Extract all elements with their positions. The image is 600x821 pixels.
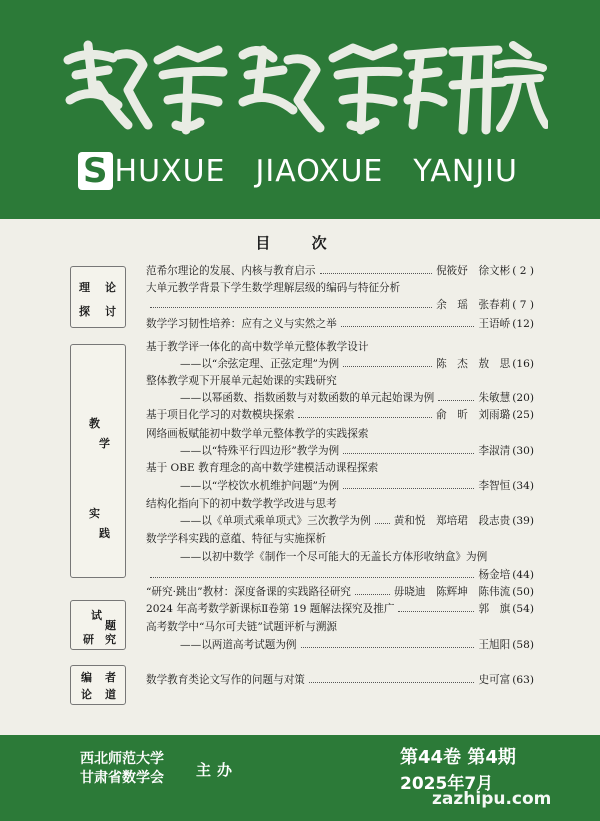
publisher-nwnu: 西北师范大学 xyxy=(80,751,164,767)
category-char: 论 xyxy=(81,688,92,701)
toc-entry[interactable] xyxy=(180,550,534,564)
category-char: 究 xyxy=(105,633,116,646)
toc-entry[interactable] xyxy=(180,357,534,371)
toc-entry[interactable] xyxy=(146,585,534,599)
category-char: 研 xyxy=(83,633,94,646)
entry-title: 基于 OBE 教育理念的高中数学建模活动课程探索 xyxy=(146,462,379,474)
entry-page: (30) xyxy=(512,445,534,457)
publishers xyxy=(80,750,164,788)
volume-issue: 第44卷 第4期 xyxy=(400,747,516,768)
pinyin-shuxue: HUXUE xyxy=(114,153,226,189)
entry-subtitle: ——以“余弦定理、正弦定理”为例 xyxy=(180,358,340,370)
category-char: 探 xyxy=(79,305,90,318)
leader-dots xyxy=(150,568,474,578)
entry-subtitle: ——以两道高考试题为例 xyxy=(180,639,297,651)
host-label: 主办 xyxy=(196,761,239,779)
entry-subtitle: ——以《单项式乘单项式》三次教学为例 xyxy=(180,515,371,527)
entry-page: (54) xyxy=(512,603,534,615)
entry-author: 李智恒 xyxy=(478,480,511,492)
category-char: 题 xyxy=(105,619,116,632)
leader-dots xyxy=(341,317,475,327)
entry-author: 王语峤 xyxy=(478,318,511,330)
entry-subtitle: ——以初中数学《制作一个尽可能大的无盖长方体形收纳盒》为例 xyxy=(180,551,488,563)
watermark: zazhipu.com xyxy=(432,789,552,809)
journal-title-calligraphy xyxy=(58,30,548,140)
leader-dots xyxy=(309,673,475,683)
entry-title: 整体教学观下开展单元起始课的实践研究 xyxy=(146,375,337,387)
entry-subtitle: ——以“学校饮水机维护问题”为例 xyxy=(180,480,340,492)
entry-author: 朱敏慧 xyxy=(478,392,511,404)
toc-entry[interactable] xyxy=(146,264,534,278)
category-char: 践 xyxy=(99,527,110,540)
entry-title: 基于教学评一体化的高中数学单元整体教学设计 xyxy=(146,341,369,353)
entry-author: 史可富 xyxy=(478,674,511,686)
category-char: 教 xyxy=(89,417,100,430)
toc-entry[interactable] xyxy=(180,514,534,528)
entry-author: 郭 旗 xyxy=(478,603,511,615)
entry-title: 网络画板赋能初中数学单元整体教学的实践探索 xyxy=(146,428,369,440)
entry-page: (44) xyxy=(512,569,534,581)
entry-title: 数学学习韧性培养：应有之义与实然之举 xyxy=(146,318,337,330)
entry-title: 数学教育类论文写作的问题与对策 xyxy=(146,674,305,686)
entry-author: 黄和悦 郑培珺 段志贵 xyxy=(393,515,511,527)
toc-entry[interactable] xyxy=(146,408,534,422)
publisher-gansu-math-society: 甘肃省数学会 xyxy=(80,770,164,786)
toc-entry[interactable] xyxy=(146,461,534,475)
entry-author: 毋晓迪 陈辉坤 陈伟流 xyxy=(393,586,511,598)
leader-dots xyxy=(355,585,390,595)
category-char: 试 xyxy=(91,609,102,622)
category-char: 讨 xyxy=(105,305,116,318)
toc-entry[interactable] xyxy=(146,620,534,634)
entry-page: (50) xyxy=(512,586,534,598)
entry-page: (58) xyxy=(512,639,534,651)
toc-entry[interactable] xyxy=(146,374,534,388)
entry-author: 余 瑶 张春莉 xyxy=(436,299,511,311)
toc-entry[interactable] xyxy=(146,281,534,295)
category-exam-research xyxy=(70,600,126,650)
category-char: 编 xyxy=(81,671,92,684)
toc-entry[interactable] xyxy=(146,532,534,546)
entry-page: (20) xyxy=(512,392,534,404)
category-char: 学 xyxy=(99,437,110,450)
leader-dots xyxy=(343,444,474,454)
toc-entry[interactable] xyxy=(180,638,534,652)
entry-title: 大单元教学背景下学生数学理解层级的编码与特征分析 xyxy=(146,282,401,294)
entry-page: ( 2 ) xyxy=(512,265,534,277)
toc-entry[interactable] xyxy=(180,444,534,458)
entry-author: 陈 杰 敖 思 xyxy=(436,358,511,370)
entry-author: 李淑清 xyxy=(478,445,511,457)
entry-author: 杨金培 xyxy=(478,569,511,581)
category-char: 理 xyxy=(79,281,90,294)
toc-entry[interactable] xyxy=(146,673,534,687)
category-theory xyxy=(70,266,126,328)
entry-author: 俞 昕 刘雨璐 xyxy=(436,409,511,421)
leader-dots xyxy=(398,602,474,612)
toc-entry[interactable] xyxy=(180,391,534,405)
entry-title: 数学学科实践的意蕴、特征与实施探析 xyxy=(146,533,327,545)
issue-date: 2025年7月 xyxy=(400,774,494,794)
calligraphy-logo-icon xyxy=(58,30,548,140)
leader-dots xyxy=(438,391,474,401)
leader-dots xyxy=(298,408,432,418)
leader-dots xyxy=(150,298,432,308)
entry-title: 结构化指向下的初中数学教学改进与思考 xyxy=(146,498,337,510)
category-editor xyxy=(70,665,126,705)
category-practice xyxy=(70,344,126,578)
leader-dots xyxy=(301,638,475,648)
entry-page: (12) xyxy=(512,318,534,330)
entry-subtitle: ——以“特殊平行四边形”教学为例 xyxy=(180,445,340,457)
toc-entry[interactable] xyxy=(180,479,534,493)
category-char: 道 xyxy=(105,688,116,701)
leader-dots xyxy=(343,357,432,367)
toc-entry[interactable] xyxy=(146,317,534,331)
journal-pinyin-title xyxy=(78,150,548,192)
toc-entry[interactable] xyxy=(146,427,534,441)
toc-entry[interactable] xyxy=(146,497,534,511)
entry-author: 王旭阳 xyxy=(478,639,511,651)
entry-subtitle: ——以幂函数、指数函数与对数函数的单元起始课为例 xyxy=(180,392,435,404)
pinyin-yanjiu: YANJIU xyxy=(413,153,518,189)
toc-entry[interactable] xyxy=(146,298,534,312)
leader-dots xyxy=(375,514,390,524)
entry-title: “研究·跳出”教材：深度备课的实践路径研究 xyxy=(146,586,351,598)
entry-author: 倪筱妤 徐文彬 xyxy=(436,265,511,277)
toc-entry[interactable] xyxy=(146,340,534,354)
toc-title: 目 次 xyxy=(255,234,345,252)
leader-dots xyxy=(320,264,433,274)
entry-page: (63) xyxy=(512,674,534,686)
entry-page: (34) xyxy=(512,480,534,492)
category-char: 实 xyxy=(89,507,100,520)
category-char: 论 xyxy=(105,281,116,294)
entry-title: 高考数学中“马尔可夫链”试题评析与溯源 xyxy=(146,621,337,633)
entry-title: 范希尔理论的发展、内核与教育启示 xyxy=(146,265,316,277)
entry-title: 2024 年高考数学新课标Ⅱ卷第 19 题解法探究及推广 xyxy=(146,603,395,615)
entry-page: (25) xyxy=(512,409,534,421)
pinyin-jiaoxue: JIAOXUE xyxy=(255,153,384,189)
category-char: 者 xyxy=(105,671,116,684)
leader-dots xyxy=(343,479,474,489)
entry-page: (16) xyxy=(512,358,534,370)
entry-page: (39) xyxy=(512,515,534,527)
toc-entry[interactable] xyxy=(146,602,534,616)
toc-entry[interactable] xyxy=(146,568,534,582)
entry-page: ( 7 ) xyxy=(512,299,534,311)
pinyin-initial-s: S xyxy=(78,152,113,190)
entry-title: 基于项目化学习的对数模块探索 xyxy=(146,409,295,421)
